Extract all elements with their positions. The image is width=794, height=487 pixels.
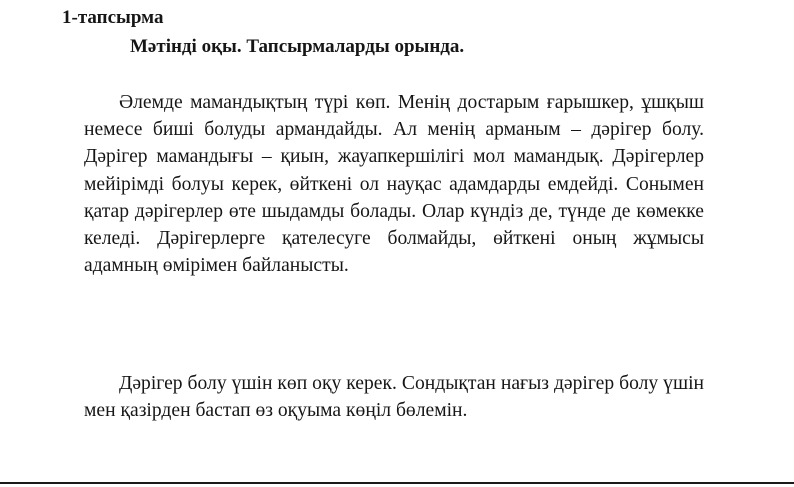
text-paragraph-1: Әлемде мамандықтың түрі көп. Менің достарым ғарышкер, ұшқыш немесе биші болуды армандайды. Ал менің арманым – дәрігер болу. Дәрігер мамандығы – қиын, жауапкершілігі мол мамандық. Дәрігерлер мейірімді болуы керек, өйткені ол науқас адамдарды емдейді. Сонымен қатар дәрігерлер өте шыдамды болады. Олар күндіз де, түнде де көмекке келеді. Дәрігерлерге қателесуге болмайды, өйткені оның жұмысы адамның өмірімен байланысты. (84, 92, 704, 277)
task-title: 1-тапсырма (62, 7, 164, 28)
text-paragraph-2: Дәрігер болу үшін көп оқу керек. Сондықтан нағыз дәрігер болу үшін мен қазірден бастап өз оқуыма көңіл бөлемін. (84, 373, 704, 422)
task-instruction: Мәтінді оқы. Тапсырмаларды орында. (130, 36, 465, 57)
bottom-divider (0, 482, 794, 484)
